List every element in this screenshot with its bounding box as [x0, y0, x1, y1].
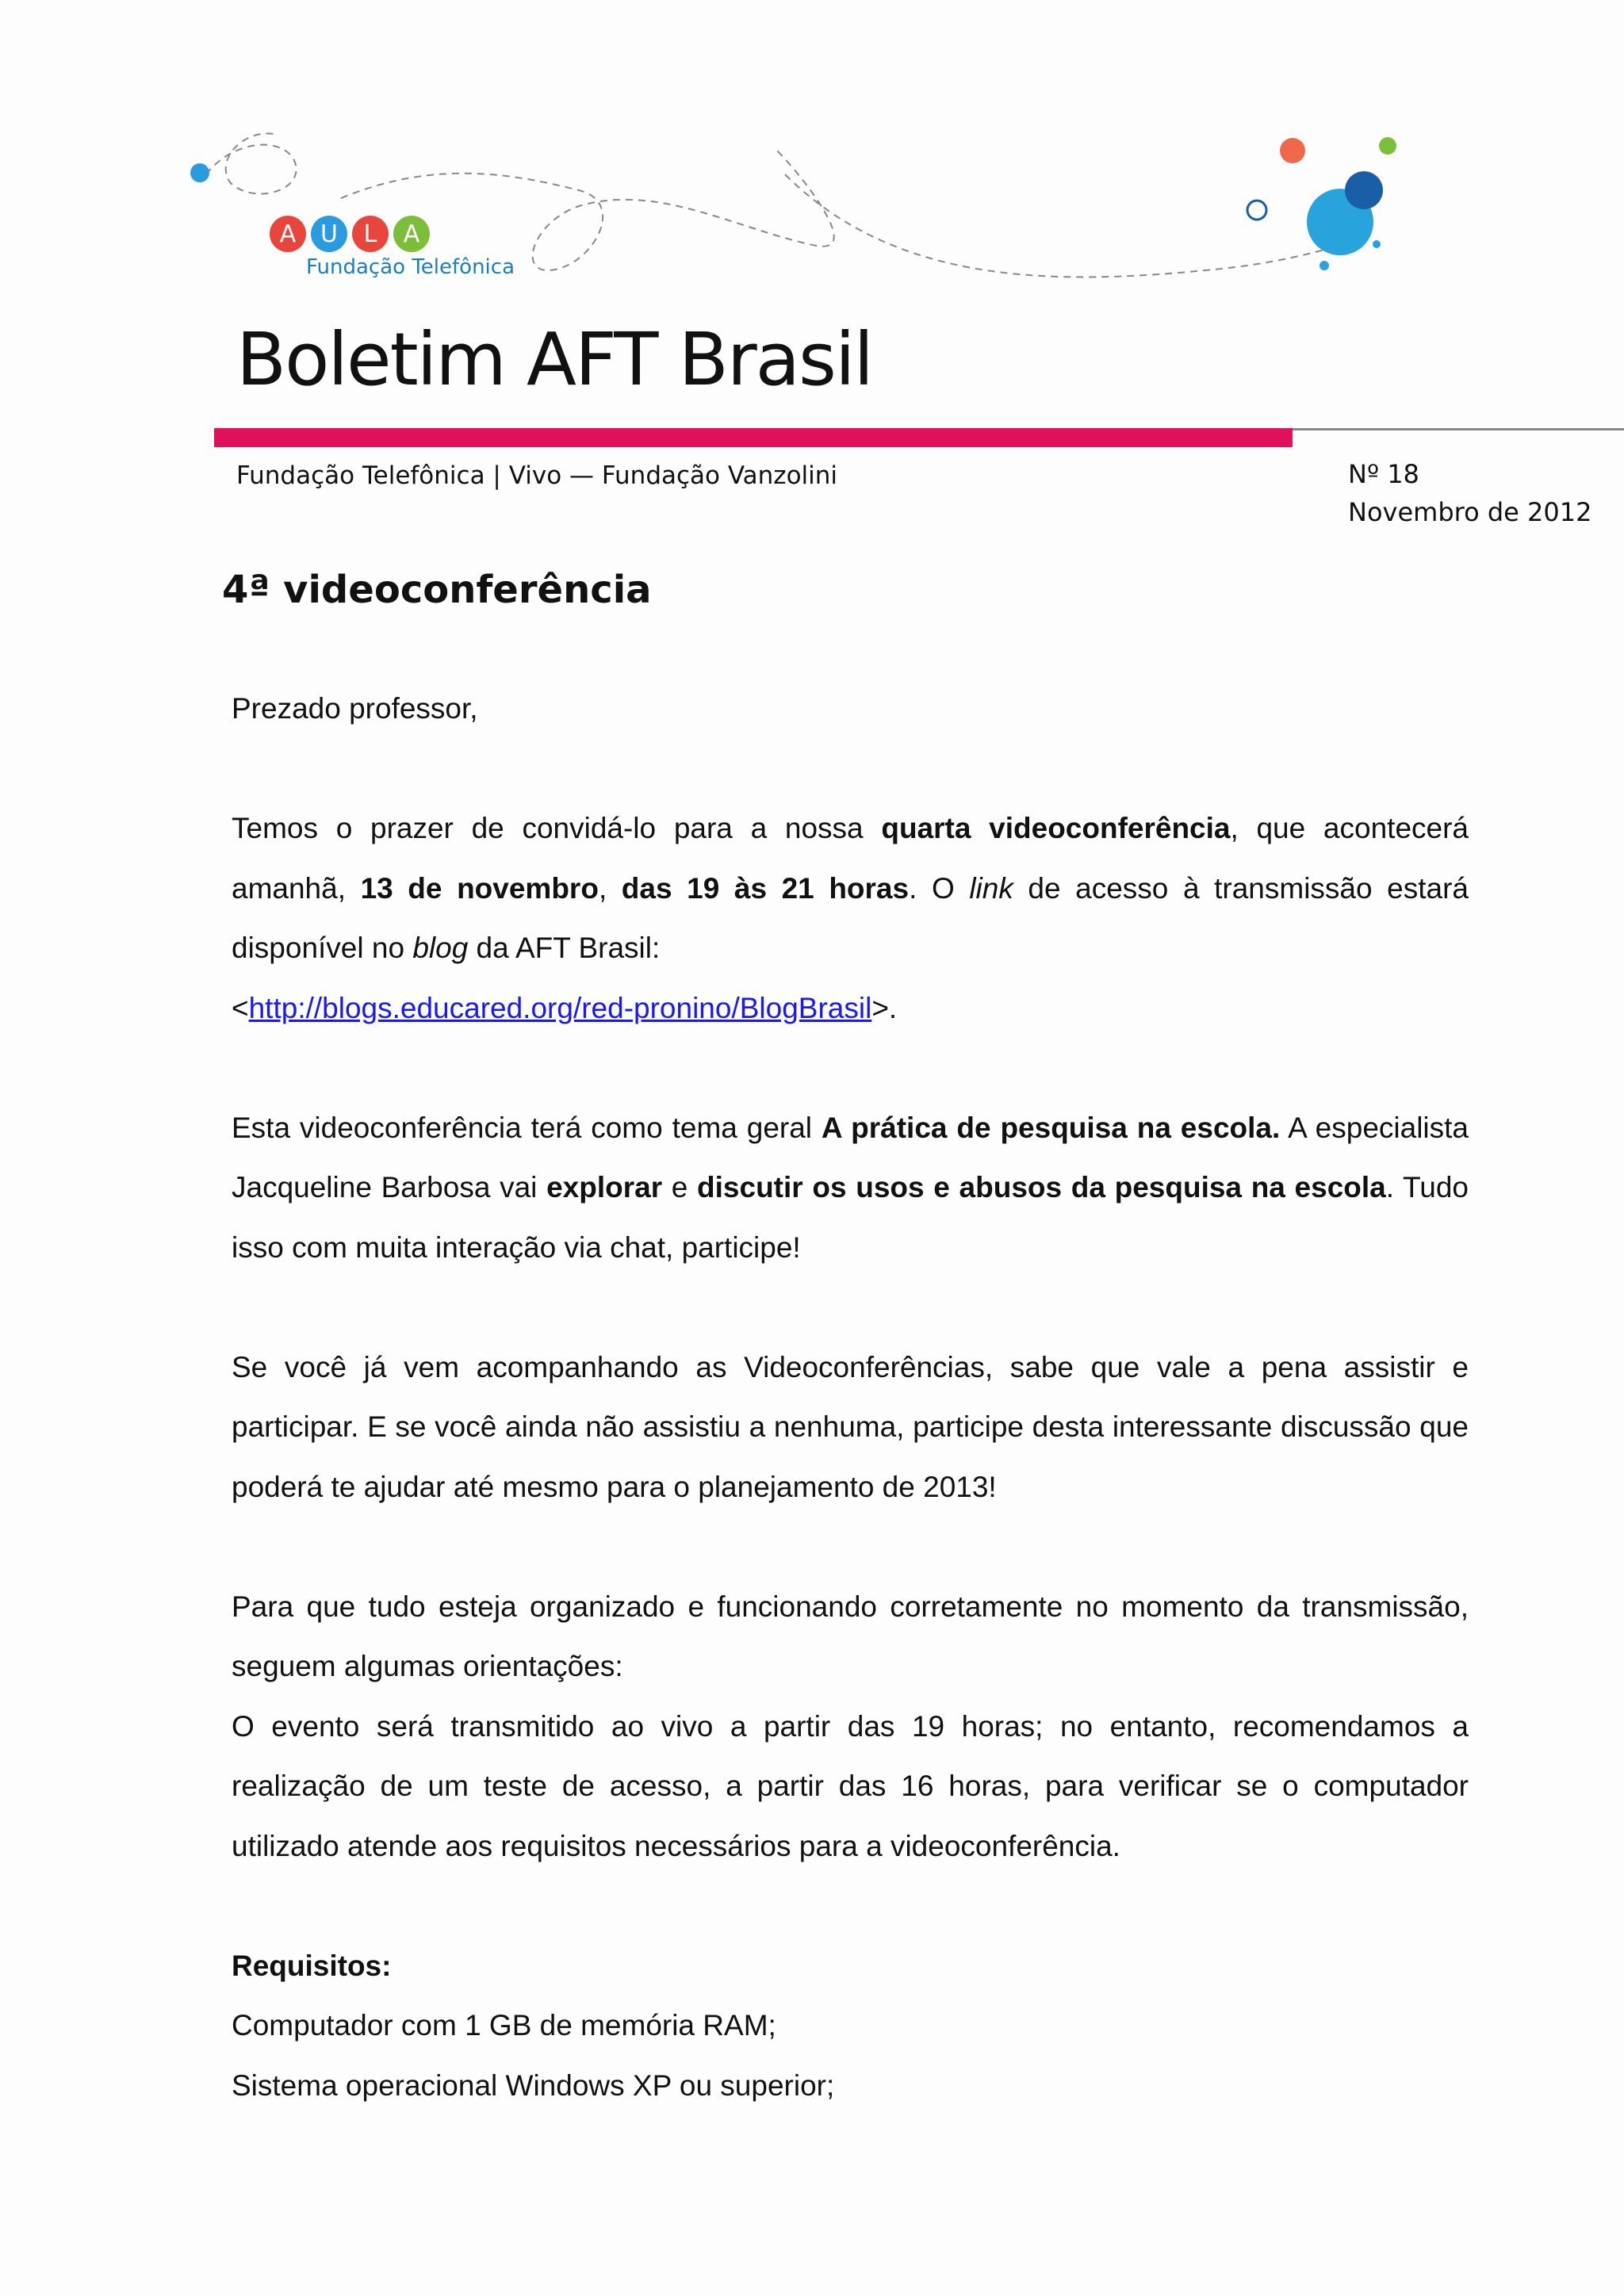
article-heading: 4ª videoconferência	[222, 568, 652, 612]
logo-letter-a2: A	[393, 216, 430, 252]
bulletin-title: Boletim AFT Brasil	[236, 317, 873, 402]
logo-letter-l: L	[352, 216, 389, 252]
article-body	[232, 679, 1469, 2115]
paragraph-orientation: Para que tudo esteja organizado e funcionando corretamente no momento da transmissão, seguem algumas orientações:	[232, 1590, 1469, 1682]
aula-logo	[270, 216, 430, 252]
logo-letter-u: U	[311, 216, 347, 252]
greeting: Prezado professor,	[232, 692, 478, 725]
paragraph-theme: Esta videoconferência terá como tema geral A prática de pesquisa na escola. A especialista Jacqueline Barbosa vai explorar e discutir os usos e abusos da pesquisa na escola. Tudo isso com muita interação via chat, participe!	[232, 1111, 1469, 1264]
paragraph-invitation: Temos o prazer de convidá-lo para a nossa quarta videoconferência, que acontecerá amanhã, 13 de novembro, das 19 às 21 horas. O link de acesso à transmissão estará disponível no blog da AFT Brasil:	[232, 812, 1469, 964]
issue-date: Novembro de 2012	[1348, 497, 1592, 527]
bulletin-subtitle: Fundação Telefônica | Vivo — Fundação Vanzolini	[236, 461, 838, 490]
requirements-heading: Requisitos:	[232, 1949, 392, 1982]
requirement-item: Sistema operacional Windows XP ou superior;	[232, 2068, 835, 2102]
logo-letter-a1: A	[270, 216, 306, 252]
issue-info	[1348, 455, 1591, 531]
requirement-item: Computador com 1 GB de memória RAM;	[232, 2009, 776, 2042]
issue-number: Nº 18	[1348, 459, 1419, 489]
logo-subtitle: Fundação Telefônica	[306, 255, 515, 279]
paragraph-participate: Se você já vem acompanhando as Videoconferências, sabe que vale a pena assistir e participar. E se você ainda não assistiu a nenhuma, participe desta interessante discussão que poderá te ajudar até mesmo para o planejamento de 2013!	[232, 1350, 1469, 1503]
paragraph-schedule: O evento será transmitido ao vivo a partir das 19 horas; no entanto, recomendamos a realização de um teste de acesso, a partir das 16 horas, para verificar se o computador utilizado atende aos requisitos necessários para a videoconferência.	[232, 1709, 1469, 1862]
blue-dot	[190, 163, 209, 182]
header-rule	[1293, 428, 1624, 430]
blog-link[interactable]: http://blogs.educared.org/red-pronino/BlogBrasil	[248, 991, 872, 1024]
blog-link-line: <http://blogs.educared.org/red-pronino/BlogBrasil>.	[232, 991, 898, 1024]
header-bar	[214, 428, 1293, 447]
